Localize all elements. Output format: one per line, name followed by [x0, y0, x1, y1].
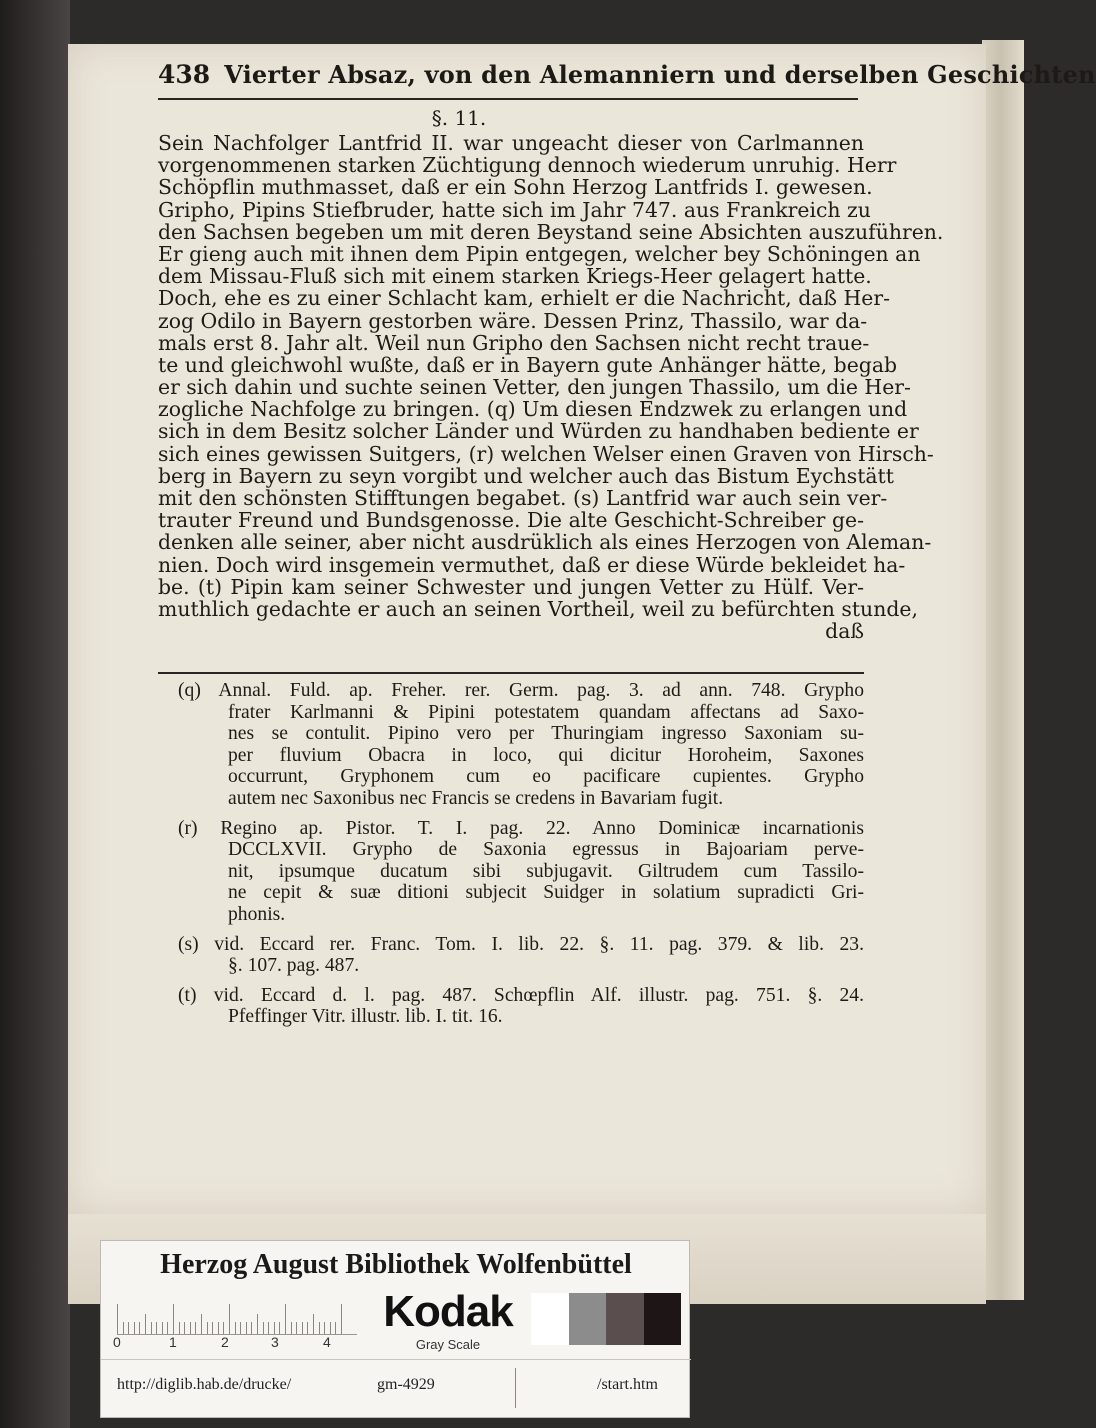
- ruler-number: 3: [271, 1334, 279, 1350]
- ruler-tick: [162, 1322, 163, 1334]
- catchword: daß: [825, 619, 864, 644]
- footnote-line: phonis.: [228, 903, 286, 925]
- body-line: te und gleichwohl wußte, daß er in Bayern gute Anhänger hätte, begab: [158, 352, 898, 377]
- footnote-line: (t) vid. Eccard d. l. pag. 487. Schœpflin Alf. illustr. pag. 751. §. 24.: [178, 984, 864, 1006]
- footnote-line: ne cepit & suæ ditioni subjecit Suidger in solatium supradicti Gri-: [228, 882, 864, 904]
- body-line: muthlich gedachte er auch an seinen Vortheil, weil zu befürchten stunde,: [158, 596, 918, 621]
- ruler-tick: [139, 1322, 140, 1334]
- gray-scale-label: Gray Scale: [415, 1337, 481, 1352]
- footnotes: [178, 680, 864, 1028]
- body-line: den Sachsen begeben um mit deren Beystand seine Absichten auszuführen.: [158, 219, 944, 244]
- ruler-tick: [218, 1322, 219, 1334]
- body-line: trauter Freund und Bundsgenosse. Die alte Geschicht-Schreiber ge-: [158, 508, 864, 533]
- library-name: Herzog August Bibliothek Wolfenbüttel: [160, 1249, 632, 1280]
- footnote-q: [178, 680, 864, 810]
- ruler-tick: [235, 1322, 236, 1334]
- ruler-tick: [257, 1314, 258, 1334]
- ruler-tick: [240, 1322, 241, 1334]
- ruler-tick: [156, 1322, 157, 1334]
- ruler-tick: [128, 1322, 129, 1334]
- body-line: zogliche Nachfolge zu bringen. (q) Um diesen Endzwek zu erlangen und: [158, 397, 908, 422]
- ruler-tick: [151, 1322, 152, 1334]
- footnote-line: (r) Regino ap. Pistor. T. I. pag. 22. Anno Dominicæ incarnationis: [178, 817, 864, 839]
- ruler-tick: [184, 1322, 185, 1334]
- running-head-title: Vierter Absaz, von den Alemanniern und derselben Geschichten: [224, 60, 1096, 89]
- card-divider: [515, 1368, 516, 1408]
- body-line: sich eines gewissen Suitgers, (r) welchen Welser einen Graven von Hirsch-: [158, 441, 934, 466]
- footnote-r: [178, 818, 864, 926]
- calibration-card: [100, 1240, 690, 1418]
- ruler-tick: [223, 1322, 224, 1334]
- shelfmark-id: gm-4929: [377, 1376, 435, 1393]
- head-rule: [158, 98, 858, 100]
- ruler-tick: [313, 1314, 314, 1334]
- ruler-tick: [145, 1314, 146, 1334]
- library-url: http://diglib.hab.de/drucke/: [117, 1376, 292, 1393]
- card-footer: [101, 1359, 691, 1415]
- kodak-logo: Kodak: [383, 1287, 513, 1336]
- body-line: nien. Doch wird insgemein vermuthet, daß er diese Würde bekleidet ha-: [158, 552, 906, 577]
- footnote-line: Pfeffinger Vitr. illustr. lib. I. tit. 16.: [228, 1006, 503, 1028]
- ruler-tick: [319, 1322, 320, 1334]
- body-line: Schöpflin muthmasset, daß er ein Sohn Herzog Lantfrids I. gewesen.: [158, 175, 873, 200]
- footnote-line: per fluvium Obacra in loco, qui dicitur Horoheim, Saxones: [228, 744, 864, 766]
- ruler-tick: [212, 1322, 213, 1334]
- gray-swatch: [531, 1293, 569, 1345]
- ruler-number: 2: [221, 1334, 229, 1350]
- body-line: Doch, ehe es zu einer Schlacht kam, erhielt er die Nachricht, daß Her-: [158, 286, 890, 311]
- ruler-tick: [207, 1322, 208, 1334]
- page-number: 438: [158, 60, 211, 89]
- ruler-tick: [302, 1322, 303, 1334]
- body-line: sich in dem Besitz solcher Länder und Würden zu handhaben bediente er: [158, 419, 919, 444]
- gray-scale-swatches: [531, 1293, 681, 1345]
- ruler-number: 4: [323, 1334, 331, 1350]
- body-line: Er gieng auch mit ihnen dem Pipin entgegen, welcher bey Schöningen an: [158, 241, 921, 266]
- footnote-line: §. 107. pag. 487.: [228, 955, 360, 977]
- ruler-tick: [195, 1322, 196, 1334]
- ruler-tick: [291, 1322, 292, 1334]
- ruler-tick: [263, 1322, 264, 1334]
- ruler-tick: [268, 1322, 269, 1334]
- ruler-tick: [251, 1322, 252, 1334]
- gray-swatch: [644, 1293, 682, 1345]
- body-line: berg in Bayern zu seyn vorgibt und welcher auch das Bistum Eychstätt: [158, 463, 894, 488]
- footnote-t: [178, 985, 864, 1028]
- ruler-tick: [229, 1304, 230, 1334]
- ruler-tick: [324, 1322, 325, 1334]
- gray-swatch: [569, 1293, 607, 1345]
- ruler-tick: [117, 1304, 118, 1334]
- ruler-tick: [173, 1304, 174, 1334]
- ruler-numbers: [111, 1334, 351, 1354]
- ruler-number: 0: [113, 1334, 121, 1350]
- body-line: denken alle seiner, aber nicht ausdrüklich als eines Herzogen von Aleman-: [158, 530, 932, 555]
- ruler-tick: [201, 1314, 202, 1334]
- book-spine-shadow: [0, 0, 70, 1428]
- footnote-rule: [158, 672, 864, 674]
- body-line: be. (t) Pipin kam seiner Schwester und jungen Vetter zu Hülf. Ver-: [158, 574, 864, 599]
- body-line: dem Missau-Fluß sich mit einem starken Kriegs-Heer gelagert hatte.: [158, 264, 872, 289]
- body-line: er sich dahin und suchte seinen Vetter, den jungen Thassilo, um die Her-: [158, 375, 911, 400]
- ruler-tick: [307, 1322, 308, 1334]
- body-line: Gripho, Pipins Stiefbruder, hatte sich im Jahr 747. aus Frankreich zu: [158, 197, 871, 222]
- footnote-line: (q) Annal. Fuld. ap. Freher. rer. Germ. pag. 3. ad ann. 748. Grypho: [178, 680, 864, 701]
- ruler-tick: [123, 1322, 124, 1334]
- ruler-tick: [167, 1322, 168, 1334]
- ruler-tick: [341, 1304, 342, 1334]
- ruler-tick: [179, 1322, 180, 1334]
- body-line: zog Odilo in Bayern gestorben wäre. Dessen Prinz, Thassilo, war da-: [158, 308, 868, 333]
- ruler-tick: [134, 1322, 135, 1334]
- ruler-tick: [296, 1322, 297, 1334]
- ruler-tick: [246, 1322, 247, 1334]
- body-text: [158, 131, 944, 644]
- ruler-tick: [274, 1322, 275, 1334]
- footnote-line: nes se contulit. Pipino vero per Thuringiam ingresso Saxoniam su-: [228, 723, 864, 745]
- ruler-tick: [279, 1322, 280, 1334]
- ruler-tick: [285, 1304, 286, 1334]
- body-line: Sein Nachfolger Lantfrid II. war ungeacht dieser von Carlmannen: [158, 131, 864, 155]
- running-head: [158, 60, 1096, 89]
- body-line: mit den schönsten Stifftungen begabet. (s) Lantfrid war auch sein ver-: [158, 486, 888, 510]
- footnote-line: autem nec Saxonibus nec Francis se credens in Bavariam fugit.: [228, 787, 724, 809]
- ruler-tick: [190, 1322, 191, 1334]
- section-mark: §. 11.: [431, 106, 487, 130]
- body-line: vorgenommenen starken Züchtigung dennoch wiederum unruhig. Herr: [158, 153, 897, 178]
- ruler-number: 1: [169, 1334, 177, 1350]
- measurement-ruler: [117, 1295, 357, 1335]
- footnote-line: occurrunt, Gryphonem cum eo pacificare cupientes. Grypho: [228, 766, 864, 788]
- footnote-line: (s) vid. Eccard rer. Franc. Tom. I. lib. 22. §. 11. pag. 379. & lib. 23.: [178, 933, 864, 955]
- ruler-tick: [335, 1322, 336, 1334]
- gray-swatch: [606, 1293, 644, 1345]
- footnote-line: DCCLXVII. Grypho de Saxonia egressus in Bajoariam perve-: [228, 839, 864, 861]
- facing-page-edge: [982, 40, 1024, 1300]
- footnote-s: [178, 934, 864, 977]
- footnote-line: nit, ipsumque ducatum sibi subjugavit. Giltrudem cum Tassilo-: [228, 860, 864, 882]
- body-line: mals erst 8. Jahr alt. Weil nun Gripho den Sachsen nicht recht traue-: [158, 330, 870, 355]
- ruler-tick: [330, 1322, 331, 1334]
- start-page-path: /start.htm: [597, 1376, 658, 1393]
- footnote-line: frater Karlmanni & Pipini potestatem quandam affectans ad Saxo-: [228, 701, 864, 723]
